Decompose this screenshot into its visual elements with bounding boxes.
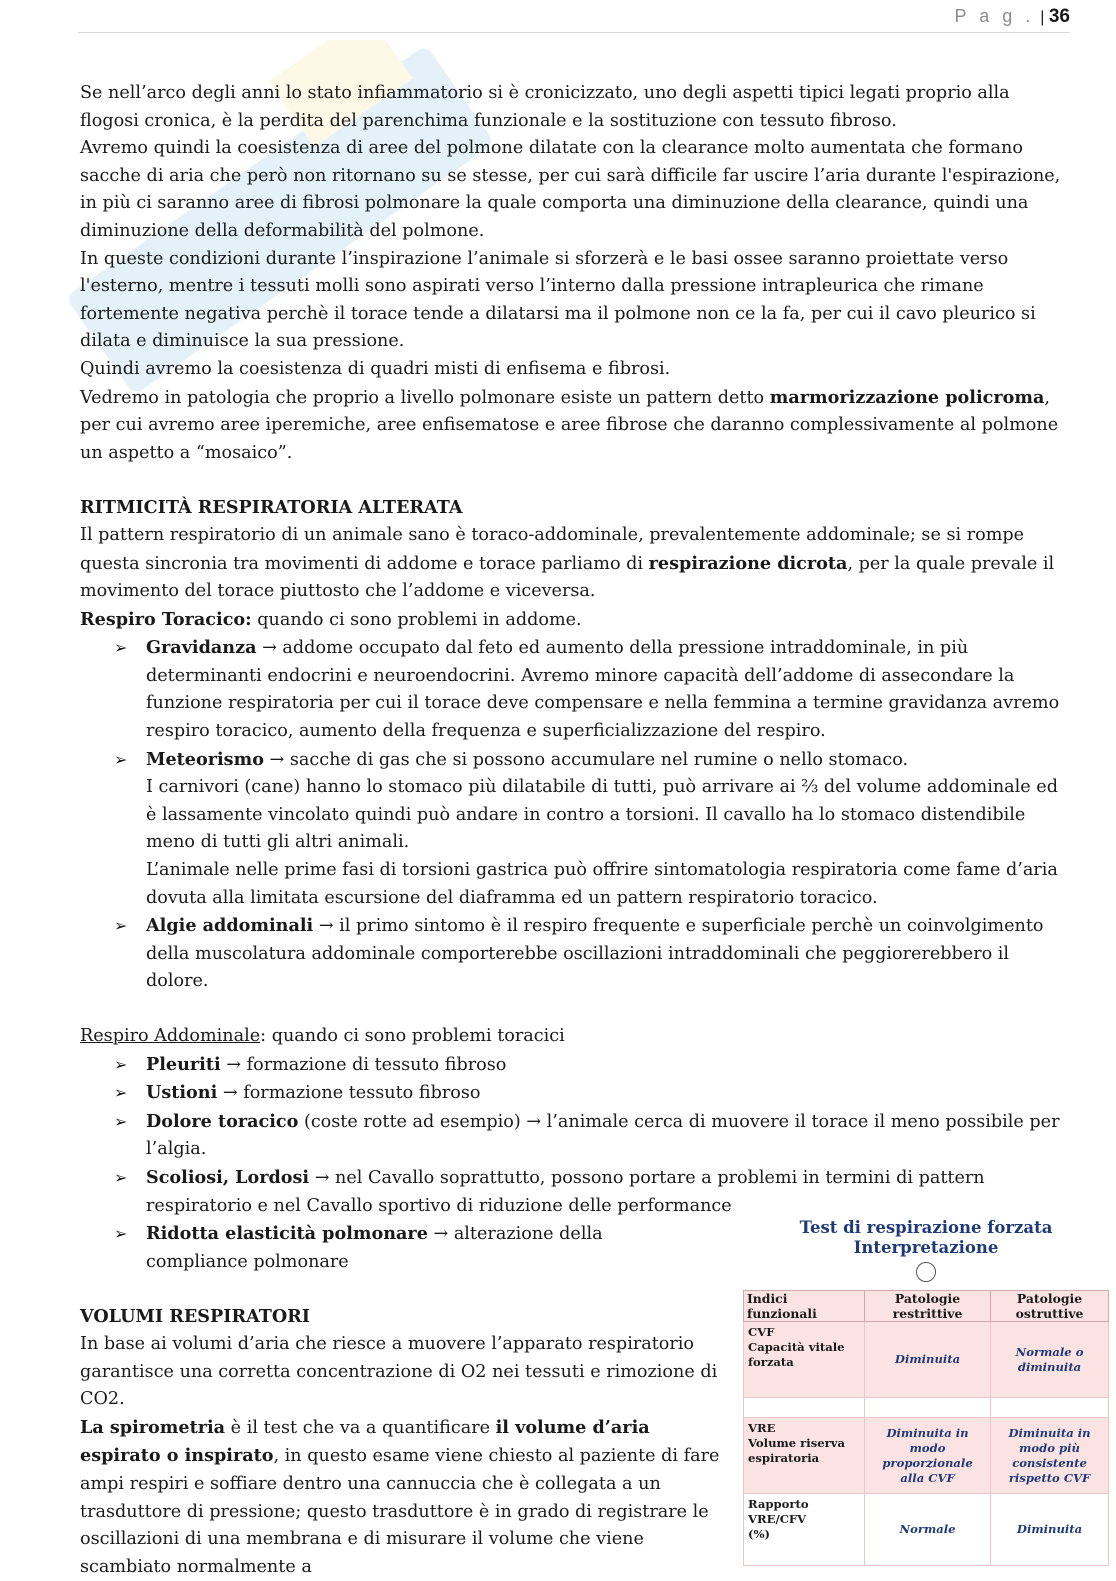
interpretation-table bbox=[743, 1290, 1109, 1566]
heading-volumi: VOLUMI RESPIRATORI bbox=[80, 1306, 311, 1328]
term-spirometria: La spirometria bbox=[80, 1416, 226, 1438]
text-span: , per la quale prevale il movimento del torace piuttosto che l’addome e viceversa. bbox=[80, 553, 1055, 602]
row-label: Rapporto VRE/CFV (%) bbox=[744, 1494, 865, 1566]
arrow-bullet-icon: ➢ bbox=[114, 1167, 128, 1187]
cell-ostruttive: Diminuita bbox=[991, 1494, 1109, 1566]
list-item-text: → alterazione della compliance polmonare bbox=[146, 1224, 603, 1272]
list-item-text: (coste rotte ad esempio) → l’animale cerca di muovere il torace il meno possibile per l’algia. bbox=[146, 1111, 1060, 1160]
list-item-text: → addome occupato dal feto ed aumento della pressione intraddominale, in più determinanti endocrini e neuroendocrini. Avremo minore capacità dell’addome di assecondare la funzione respiratoria per cui il torace deve compensare e nella femmina a termine gravidanza avremo respiro toracico, aumento della frequenza e superficializzazione del respiro. bbox=[146, 638, 1060, 742]
paragraph-marmorizzazione bbox=[80, 384, 1070, 468]
list-respiro-toracico bbox=[80, 634, 1070, 996]
list-item-term: Algie addominali bbox=[146, 915, 314, 937]
page-number: 36 bbox=[1048, 6, 1070, 27]
respiro-addominale-title: Respiro Addominale bbox=[80, 1026, 261, 1046]
respiro-toracico-line bbox=[80, 606, 1070, 635]
column-header: Patologie restrittive bbox=[865, 1291, 991, 1322]
text-span: : quando ci sono problemi toracici bbox=[260, 1026, 565, 1046]
term-volume-aria: il volume d’aria espirato o inspirato bbox=[80, 1416, 650, 1467]
paragraph-4: Quindi avremo la coesistenza di quadri misti di enfisema e fibrosi. bbox=[80, 358, 671, 379]
arrow-bullet-icon: ➢ bbox=[114, 1111, 128, 1131]
list-item-term: Ridotta elasticità polmonare bbox=[146, 1223, 428, 1245]
list-item bbox=[80, 1220, 706, 1276]
arrow-bullet-icon: ➢ bbox=[114, 916, 128, 936]
list-item bbox=[80, 1051, 1070, 1080]
list-item bbox=[80, 912, 1070, 996]
table-row bbox=[744, 1494, 1109, 1566]
paragraph-ritmicita bbox=[80, 522, 1070, 606]
arrow-bullet-icon: ➢ bbox=[114, 749, 128, 769]
empty-cell bbox=[744, 1398, 865, 1418]
circle-icon bbox=[916, 1262, 936, 1282]
paragraph-volumi: In base ai volumi d’aria che riesce a muovere l’apparato respiratorio garantisce una corretta concentrazione di O2 nei tessuti e rimozione di CO2. bbox=[80, 1333, 718, 1410]
arrow-bullet-icon: ➢ bbox=[114, 1054, 128, 1074]
paragraph-1: Se nell’arco degli anni lo stato infiammatorio si è cronicizzato, uno degli aspetti tipici legati proprio alla flogosi cronica, è la perdita del parenchima funzionale e la sostituzione con tessuto fibroso. bbox=[80, 83, 1010, 131]
text-span: Il pattern respiratorio di un animale sano è toraco-addominale, prevalentemente addominale; se si rompe questa sincronia tra movimenti di addome e torace parliamo di bbox=[80, 524, 1025, 574]
term-marmorizzazione: marmorizzazione policroma bbox=[769, 386, 1045, 408]
list-item-text: L’animale nelle prime fasi di torsioni gastrica può offrire sintomatologia respiratoria come fame d’aria dovuta alla limitata escursione del diaframma ed un pattern respiratorio toracico. bbox=[146, 860, 1058, 908]
empty-cell bbox=[865, 1398, 991, 1418]
list-item bbox=[80, 746, 1070, 913]
text-span: è il test che va a quantificare bbox=[225, 1417, 496, 1438]
list-item-text: → sacche di gas che si possono accumulare nel rumine o nello stomaco. bbox=[263, 749, 909, 770]
cell-restrittive: Diminuita in modo proporzionale alla CVF bbox=[865, 1418, 991, 1494]
column-header: Indici funzionali bbox=[744, 1291, 865, 1322]
cell-restrittive: Diminuita bbox=[865, 1322, 991, 1398]
respiro-toracico-title: Respiro Toracico: bbox=[80, 608, 252, 630]
list-item-term: Pleuriti bbox=[146, 1053, 221, 1075]
term-respirazione-dicrota: respirazione dicrota bbox=[648, 552, 848, 574]
list-item-text: → formazione tessuto fibroso bbox=[217, 1083, 481, 1104]
text-span: , in questo esame viene chiesto al paziente di fare ampi respiri e soffiare dentro una cannuccia che è collegata a un trasduttore di pressione; questo trasduttore è in grado di registrare le oscillazioni di una membrana e di misurare il volume che viene scambiato normalmente a bbox=[80, 1446, 720, 1577]
list-item-term: Dolore toracico bbox=[146, 1110, 299, 1132]
text-span: Vedremo in patologia che proprio a livello polmonare esiste un pattern detto bbox=[80, 387, 770, 408]
table-row bbox=[744, 1322, 1109, 1398]
list-item-text: → formazione di tessuto fibroso bbox=[220, 1054, 507, 1075]
slide-title-line: Interpretazione bbox=[853, 1238, 999, 1257]
page-label: P a g . bbox=[954, 6, 1035, 26]
spacer bbox=[80, 996, 1070, 1023]
slide-test-respirazione bbox=[740, 1218, 1112, 1541]
header-separator: | bbox=[1040, 9, 1049, 26]
spacer bbox=[80, 467, 1070, 494]
arrow-bullet-icon: ➢ bbox=[114, 1083, 128, 1103]
respiro-addominale-line bbox=[80, 1023, 1070, 1051]
empty-cell bbox=[991, 1398, 1109, 1418]
list-item-text: I carnivori (cane) hanno lo stomaco più dilatabile di tutti, può arrivare ai ⅔ del volume addominale ed è lassamente vincolato quindi può andare in contro a torsioni. Il cavallo ha lo stomaco distendibile meno di tutti gli altri animali. bbox=[146, 777, 1058, 853]
cell-restrittive: Normale bbox=[865, 1494, 991, 1566]
arrow-bullet-icon: ➢ bbox=[114, 638, 128, 658]
text-span: , per cui avremo aree iperemiche, aree enfisematose e aree fibrose che daranno complessivamente al polmone un aspetto a “mosaico”. bbox=[80, 387, 1059, 463]
paragraph-2: Avremo quindi la coesistenza di aree del polmone dilatate con la clearance molto aumentata che formano sacche di aria che però non ritornano su se stesse, per cui sarà difficile far uscire l’aria durante l'espirazione, in più ci saranno aree di fibrosi polmonare la quale comporta una diminuzione della clearance, quindi una diminuzione della deformabilità del polmone. bbox=[80, 138, 1061, 241]
row-label: VRE Volume riserva espiratoria bbox=[744, 1418, 865, 1494]
text-span: quando ci sono problemi in addome. bbox=[251, 609, 582, 630]
page-header bbox=[78, 6, 1070, 33]
cell-ostruttive: Diminuita in modo più consistente rispetto CVF bbox=[991, 1418, 1109, 1494]
list-item bbox=[80, 1079, 1070, 1108]
paragraph-3: In queste condizioni durante l’inspirazione l’animale si sforzerà e le basi ossee saranno proiettate verso l'esterno, mentre i tessuti molli sono aspirati verso l’interno dalla pressione intrapleurica che rimane fortemente negativa perchè il torace tende a dilatarsi ma il polmone non ce la fa, per cui il cavo pleurico si dilata e diminuisce la sua pressione. bbox=[80, 248, 1036, 352]
slide-title bbox=[740, 1218, 1112, 1258]
list-item-text: → il primo sintomo è il respiro frequente e superficiale perchè un coinvolgimento della muscolatura addominale comporterebbe oscillazioni intraddominali che peggiorerebbero il dolore. bbox=[146, 916, 1044, 992]
table-spacer-row bbox=[744, 1398, 1109, 1418]
cell-ostruttive: Normale o diminuita bbox=[991, 1322, 1109, 1398]
list-item-term: Meteorismo bbox=[146, 748, 264, 770]
table-row bbox=[744, 1418, 1109, 1494]
arrow-bullet-icon: ➢ bbox=[114, 1224, 128, 1244]
table-header-row bbox=[744, 1291, 1109, 1322]
heading-ritmicita: RITMICITÀ RESPIRATORIA ALTERATA bbox=[80, 497, 463, 519]
list-item-text: → nel Cavallo soprattutto, possono portare a problemi in termini di pattern respiratorio e nel Cavallo sportivo di riduzione delle performance bbox=[146, 1167, 985, 1216]
list-item bbox=[80, 634, 1070, 745]
volumi-text bbox=[80, 1331, 730, 1581]
list-item-term: Gravidanza bbox=[146, 637, 257, 659]
row-label: CVF Capacità vitale forzata bbox=[744, 1322, 865, 1398]
list-item bbox=[80, 1108, 1070, 1164]
list-item-term: Scoliosi, Lordosi bbox=[146, 1166, 310, 1188]
paragraph-spirometria bbox=[80, 1414, 730, 1581]
column-header: Patologie ostruttive bbox=[991, 1291, 1109, 1322]
list-item bbox=[80, 1164, 996, 1220]
list-item-term: Ustioni bbox=[146, 1082, 218, 1104]
slide-title-line: Test di respirazione forzata bbox=[799, 1218, 1053, 1237]
